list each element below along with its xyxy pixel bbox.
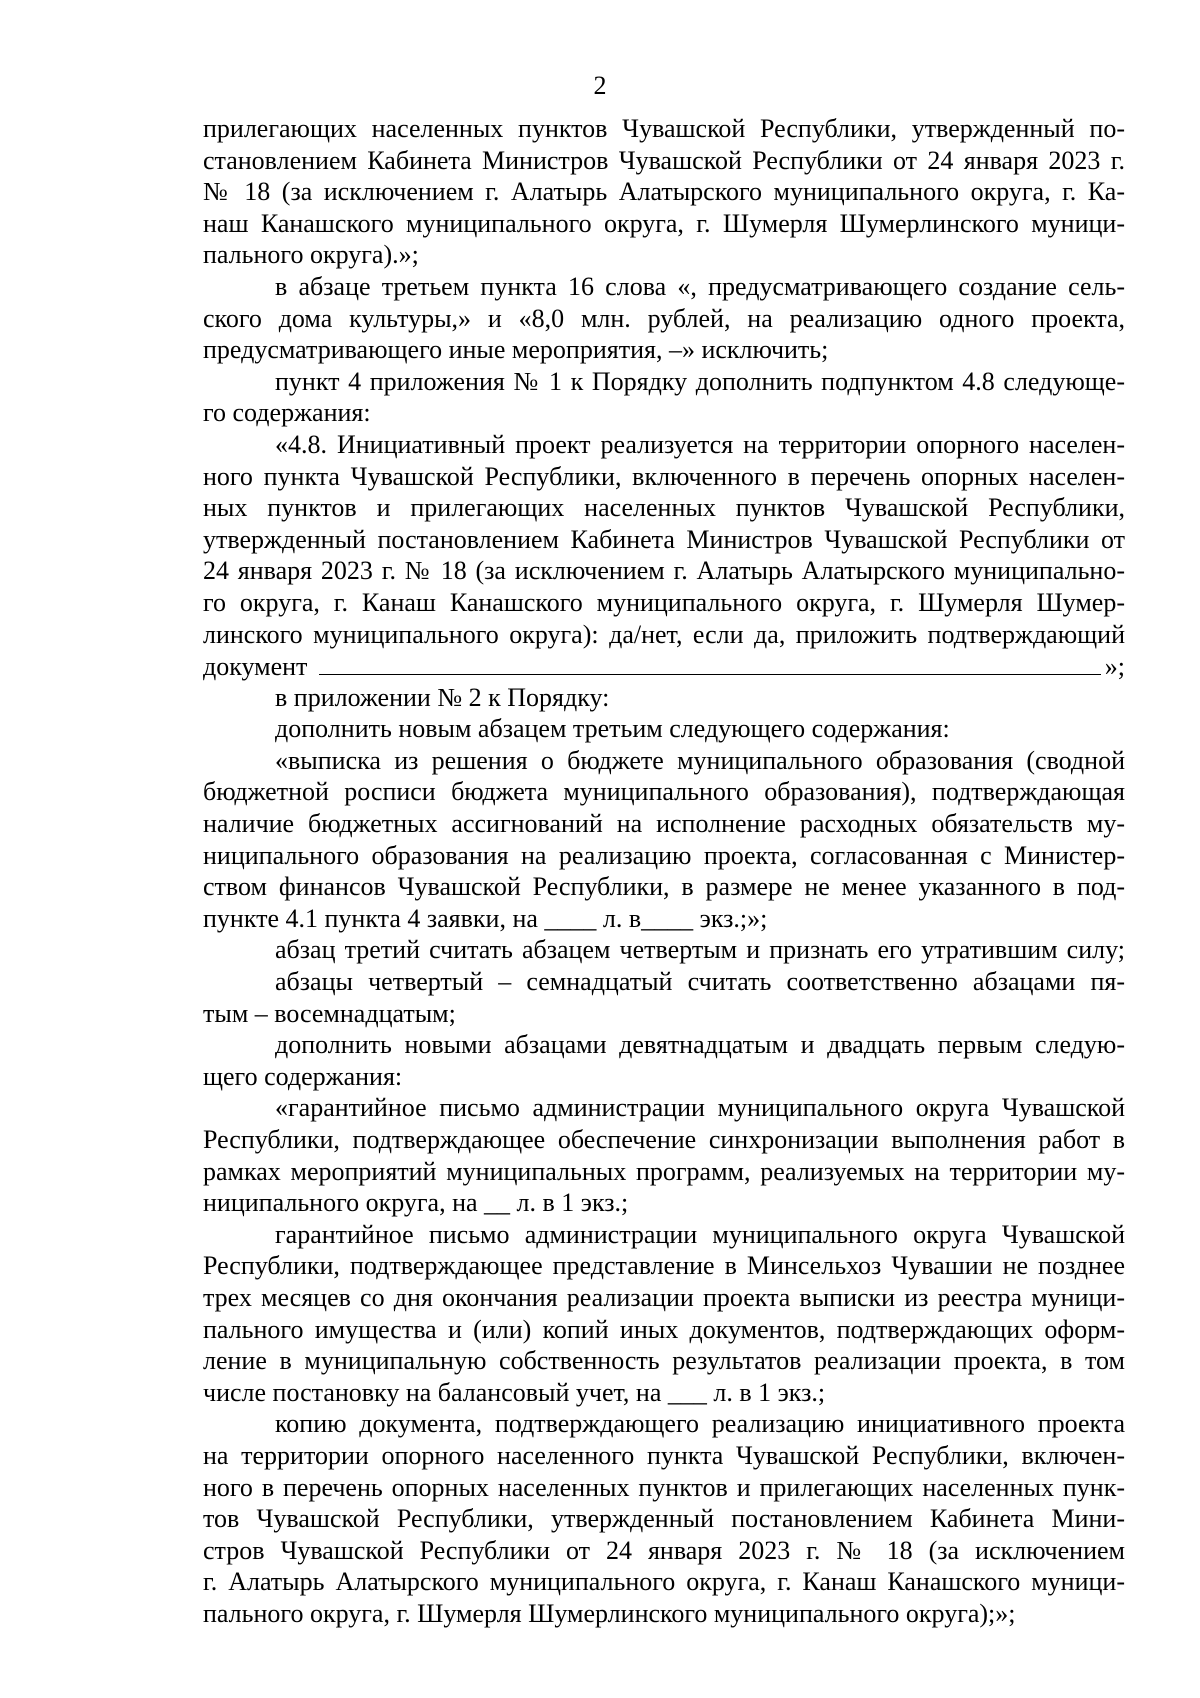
text-line: дополнить новыми абзацами девятнадцатым и двадцать первым следую- — [275, 1030, 1125, 1060]
text-line: ского дома культуры,» и «8,0 млн. рублей, на реализацию одного проекта, — [203, 303, 1125, 333]
text-line: гарантийное письмо администрации муниципального округа Чувашской — [275, 1219, 1125, 1249]
document-line-end: »; — [1104, 652, 1125, 682]
text-line: Республики, подтверждающее представление в Минсельхоз Чувашии не позднее — [203, 1251, 1125, 1281]
text-line: «гарантийное письмо администрации муниципального округа Чувашской — [275, 1093, 1125, 1123]
text-line: ного пункта Чувашской Республики, включенного в перечень опорных населен- — [203, 461, 1125, 491]
text-line: в приложении № 2 к Порядку: — [275, 682, 610, 712]
text-line: го содержания: — [203, 398, 371, 428]
text-line: числе постановку на балансовый учет, на ___ л. в 1 экз.; — [203, 1377, 826, 1407]
page-number: 2 — [593, 71, 607, 100]
text-line: пального округа, г. Шумерля Шумерлинского муниципального округа);»; — [203, 1598, 1016, 1628]
text-line: ниципального округа, на __ л. в 1 экз.; — [203, 1188, 629, 1218]
text-line: трех месяцев со дня окончания реализации проекта выписки из реестра муници- — [203, 1282, 1125, 1312]
text-line: стров Чувашской Республики от 24 января 2023 г. № 18 (за исключением — [203, 1535, 1125, 1565]
text-line: пункт 4 приложения № 1 к Порядку дополнить подпунктом 4.8 следующе- — [275, 366, 1125, 396]
text-line: дополнить новым абзацем третьим следующего содержания: — [275, 714, 950, 744]
text-line: рамках мероприятий муниципальных программ, реализуемых на территории му- — [203, 1156, 1125, 1186]
text-line: предусматривающего иные мероприятия, –» исключить; — [203, 335, 829, 365]
text-line: на территории опорного населенного пункта Чувашской Республики, включен- — [203, 1440, 1125, 1470]
text-line: «4.8. Инициативный проект реализуется на территории опорного населен- — [275, 429, 1125, 459]
document-label: документ — [203, 652, 308, 682]
text-line: № 18 (за исключением г. Алатырь Алатырского муниципального округа, г. Ка- — [203, 177, 1125, 207]
text-line: щего содержания: — [203, 1061, 403, 1091]
text-line: тым – восемнадцатым; — [203, 998, 456, 1028]
text-line: абзацы четвертый – семнадцатый считать соответственно абзацами пя- — [275, 967, 1125, 997]
text-line: в абзаце третьем пункта 16 слова «, предусматривающего создание сель- — [275, 271, 1125, 301]
text-line: прилегающих населенных пунктов Чувашской Республики, утвержденный по- — [203, 114, 1125, 143]
text-line: ление в муниципальную собственность результатов реализации проекта, в том — [203, 1346, 1125, 1376]
text-line: пункте 4.1 пункта 4 заявки, на ____ л. в____ экз.;»; — [203, 903, 768, 933]
text-line: ниципального образования на реализацию проекта, согласованная с Министер- — [203, 840, 1125, 870]
text-line: утвержденный постановлением Кабинета Министров Чувашской Республики от — [203, 524, 1125, 554]
text-line: тов Чувашской Республики, утвержденный постановлением Кабинета Мини- — [203, 1504, 1125, 1534]
text-line: наш Канашского муниципального округа, г. Шумерля Шумерлинского муници- — [203, 208, 1125, 238]
text-line: «выписка из решения о бюджете муниципального образования (сводной — [275, 745, 1125, 775]
text-line: бюджетной росписи бюджета муниципального образования), подтверждающая — [203, 777, 1125, 807]
text-line: наличие бюджетных ассигнований на исполнение расходных обязательств му- — [203, 809, 1125, 839]
text-line: пального имущества и (или) копий иных документов, подтверждающих оформ- — [203, 1314, 1125, 1344]
text-line: пального округа).»; — [203, 240, 419, 270]
text-line: ного в перечень опорных населенных пунктов и прилегающих населенных пунк- — [203, 1472, 1125, 1502]
document-blank-line — [203, 650, 1125, 682]
text-line: линского муниципального округа): да/нет, если да, приложить подтверждающий — [203, 619, 1125, 649]
text-line: Республики, подтверждающее обеспечение синхронизации выполнения работ в — [203, 1125, 1125, 1154]
document-body — [203, 113, 1125, 1630]
text-line: ных пунктов и прилегающих населенных пунктов Чувашской Республики, — [203, 493, 1125, 523]
text-line: 24 января 2023 г. № 18 (за исключением г. Алатырь Алатырского муниципально- — [203, 556, 1125, 586]
text-line: абзац третий считать абзацем четвертым и признать его утратившим силу; — [275, 935, 1125, 965]
text-line: го округа, г. Канаш Канашского муниципального округа, г. Шумерля Шумер- — [203, 587, 1125, 617]
text-line: становлением Кабинета Министров Чувашской Республики от 24 января 2023 г. — [203, 145, 1125, 175]
text-line: ством финансов Чувашской Республики, в размере не менее указанного в под- — [203, 872, 1125, 902]
text-line: копию документа, подтверждающего реализацию инициативного проекта — [275, 1409, 1125, 1439]
document-fill-blank — [319, 650, 1100, 675]
text-line: г. Алатырь Алатырского муниципального округа, г. Канаш Канашского муници- — [203, 1567, 1125, 1597]
